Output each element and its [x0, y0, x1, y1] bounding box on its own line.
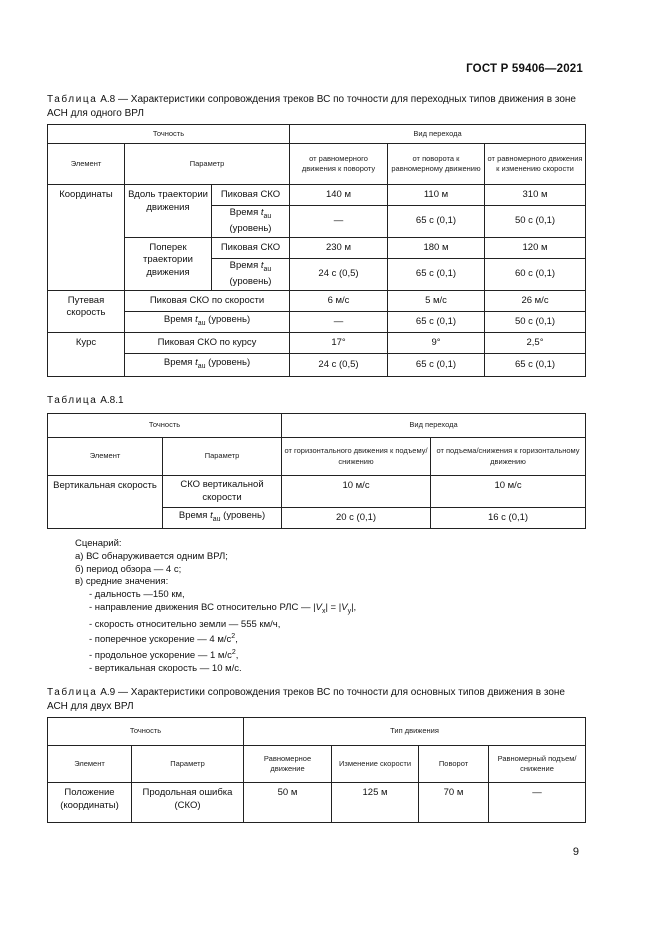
header-accuracy: Точность — [48, 125, 290, 144]
caption-number: А.9 — [100, 687, 116, 698]
header-param: Параметр — [132, 746, 244, 783]
cell: — — [489, 783, 586, 823]
element-vertical-speed: Вертикальная скорость — [48, 476, 163, 529]
param-time: Время $t_{au}$ (уровень) — [212, 206, 290, 238]
caption-label: Таблица — [47, 94, 98, 105]
header-accuracy: Точность — [48, 414, 282, 438]
cell: 2,5° — [485, 332, 586, 353]
header-element: Элемент — [48, 144, 125, 185]
cell: — — [290, 206, 388, 238]
caption-text: — Характеристики сопровождения треков ВС по точности для основных типов движения в зоне АСН для двух ВРЛ — [47, 687, 565, 712]
param-along: Вдоль траектории движения — [125, 185, 212, 238]
cell: 24 с (0,5) — [290, 258, 388, 290]
table-a8-caption — [47, 93, 585, 120]
param-time: Время $t_{au}$ (уровень) — [212, 258, 290, 290]
cell: 65 с (0,1) — [388, 206, 485, 238]
caption-label: Таблица — [47, 687, 98, 698]
header-col2: Изменение скорости — [332, 746, 419, 783]
header-accuracy: Точность — [48, 718, 244, 746]
param-sko-vertical: СКО вертикальной скорости — [163, 476, 282, 508]
cell: 65 с (0,1) — [388, 353, 485, 376]
scenario-item-b: б) период обзора — 4 с; — [75, 563, 182, 575]
table-a81-caption — [47, 394, 124, 408]
header-transition: Вид перехода — [282, 414, 586, 438]
scenario-long-accel: - продольное ускорение — 1 $м/с^2$, — [89, 649, 239, 662]
header-col3: Поворот — [419, 746, 489, 783]
header-col1: от равномерного движения к повороту — [290, 144, 388, 185]
cell: 65 с (0,1) — [388, 258, 485, 290]
header-col1: Равномерное движение — [244, 746, 332, 783]
element-course: Курс — [48, 332, 125, 376]
scenario-title: Сценарий: — [75, 538, 122, 549]
header-col1: от горизонтального движения к подъему/снижению — [282, 438, 431, 476]
element-position: Положение (координаты) — [48, 783, 132, 823]
header-col2: от поворота к равномерному движению — [388, 144, 485, 185]
element-coords: Координаты — [48, 185, 125, 291]
caption-label: Таблица — [47, 395, 98, 406]
page-number: 9 — [572, 846, 579, 858]
cell: 65 с (0,1) — [388, 311, 485, 332]
param-peak-course: Пиковая СКО по курсу — [125, 332, 290, 353]
header-type: Тип движения — [244, 718, 586, 746]
header-col3: от равномерного движения к изменению скорости — [485, 144, 586, 185]
cell: 110 м — [388, 185, 485, 206]
param-peak-speed: Пиковая СКО по скорости — [125, 290, 290, 311]
scenario-item-c: в) средние значения: — [75, 576, 169, 588]
cell: 230 м — [290, 237, 388, 258]
cell: 120 м — [485, 237, 586, 258]
table-a9 — [47, 717, 586, 823]
cell: 125 м — [332, 783, 419, 823]
caption-number: А.8 — [100, 94, 116, 105]
cell: 50 с (0,1) — [485, 206, 586, 238]
param-across: Поперек траектории движения — [125, 237, 212, 290]
scenario-item-a: а) ВС обнаруживается одним ВРЛ; — [75, 550, 228, 562]
cell: 70 м — [419, 783, 489, 823]
scenario-list — [75, 538, 356, 676]
table-a9-caption — [47, 686, 585, 713]
header-param: Параметр — [125, 144, 290, 185]
cell: 9° — [388, 332, 485, 353]
cell: 5 м/с — [388, 290, 485, 311]
cell: 50 м — [244, 783, 332, 823]
scenario-lateral-accel: - поперечное ускорение — 4 $м/с^2$, — [89, 633, 238, 646]
scenario-vertical-speed: - вертикальная скорость — 10 м/с. — [89, 663, 242, 675]
scenario-range: - дальность —150 км, — [89, 589, 185, 601]
cell: 26 м/с — [485, 290, 586, 311]
cell: 310 м — [485, 185, 586, 206]
param-peak: Пиковая СКО — [212, 237, 290, 258]
table-a81 — [47, 413, 586, 529]
param-time: Время $t_{au}$ (уровень) — [125, 353, 290, 376]
cell: 140 м — [290, 185, 388, 206]
param-long-error: Продольная ошибка (СКО) — [132, 783, 244, 823]
cell: 50 с (0,1) — [485, 311, 586, 332]
param-time: Время $t_{au}$ (уровень) — [163, 508, 282, 529]
header-col4: Равномерный подъем/снижение — [489, 746, 586, 783]
cell: 17° — [290, 332, 388, 353]
header-param: Параметр — [163, 438, 282, 476]
cell: 180 м — [388, 237, 485, 258]
cell: 60 с (0,1) — [485, 258, 586, 290]
table-a8 — [47, 124, 586, 377]
scenario-ground-speed: - скорость относительно земли — 555 км/ч, — [89, 618, 281, 630]
caption-text: — Характеристики сопровождения треков ВС по точности для переходных типов движения в зоне АСН для одного ВРЛ — [47, 94, 576, 119]
scenario-direction: - направление движения ВС относительно РЛС — $|V_x| = |V_y|$, — [89, 601, 357, 615]
param-peak: Пиковая СКО — [212, 185, 290, 206]
header-element: Элемент — [48, 438, 163, 476]
cell: 20 с (0,1) — [282, 508, 431, 529]
caption-number: А.8.1 — [100, 395, 124, 406]
header-col2: от подъема/снижения к горизонтальному движению — [431, 438, 586, 476]
cell: 24 с (0,5) — [290, 353, 388, 376]
cell: 6 м/с — [290, 290, 388, 311]
document-id: ГОСТ Р 59406—2021 — [466, 63, 583, 75]
cell: 10 м/с — [431, 476, 586, 508]
cell: 16 с (0,1) — [431, 508, 586, 529]
header-transition: Вид перехода — [290, 125, 586, 144]
cell: — — [290, 311, 388, 332]
param-time: Время $t_{au}$ (уровень) — [125, 311, 290, 332]
cell: 10 м/с — [282, 476, 431, 508]
cell: 65 с (0,1) — [485, 353, 586, 376]
element-path-speed: Путевая скорость — [48, 290, 125, 332]
header-element: Элемент — [48, 746, 132, 783]
